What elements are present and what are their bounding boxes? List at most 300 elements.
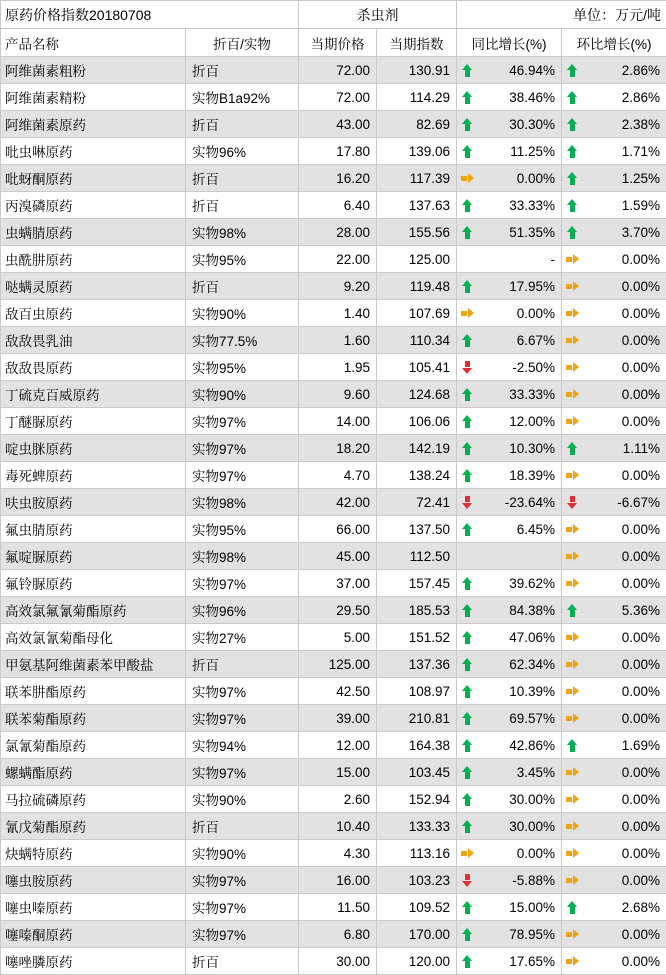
- cell-product-name: 氯氰菊酯原药: [1, 732, 186, 759]
- arrow-up-icon: [462, 388, 473, 401]
- yoy-value: 18.39%: [477, 468, 555, 483]
- yoy-value: 11.25%: [477, 144, 555, 159]
- cell-current-index: 133.33: [377, 813, 457, 840]
- column-header-yoy-growth: 同比增长(%): [457, 29, 562, 57]
- yoy-value: 0.00%: [477, 171, 555, 186]
- mom-value: 0.00%: [582, 333, 660, 348]
- arrow-up-icon: [462, 118, 473, 131]
- arrow-flat-icon: [461, 173, 474, 184]
- cell-current-price: 45.00: [299, 543, 377, 570]
- mom-value: 5.36%: [582, 603, 660, 618]
- arrow-flat-icon: [461, 308, 474, 319]
- cell-current-index: 139.06: [377, 138, 457, 165]
- cell-mom-growth: [562, 543, 666, 570]
- arrow-flat-icon: [566, 659, 579, 670]
- arrow-flat-icon: [566, 389, 579, 400]
- cell-basis: 实物98%: [186, 219, 299, 246]
- arrow-flat-icon: [566, 578, 579, 589]
- cell-current-price: 17.80: [299, 138, 377, 165]
- cell-product-name: 虫螨腈原药: [1, 219, 186, 246]
- cell-yoy-growth: [457, 894, 562, 921]
- cell-current-index: 114.29: [377, 84, 457, 111]
- cell-basis: 实物95%: [186, 516, 299, 543]
- table-row: [1, 651, 666, 678]
- mom-value: 2.86%: [582, 63, 660, 78]
- arrow-up-icon: [462, 442, 473, 455]
- cell-yoy-growth: [457, 867, 562, 894]
- arrow-flat-icon: [566, 281, 579, 292]
- cell-basis: 折百: [186, 273, 299, 300]
- table-row: [1, 462, 666, 489]
- arrow-none-icon: [462, 253, 473, 266]
- arrow-up-icon: [567, 442, 578, 455]
- arrow-up-icon: [462, 901, 473, 914]
- cell-current-price: 72.00: [299, 57, 377, 84]
- arrow-flat-icon: [461, 848, 474, 859]
- cell-basis: 折百: [186, 165, 299, 192]
- cell-mom-growth: [562, 489, 666, 516]
- mom-value: 0.00%: [582, 684, 660, 699]
- table-body: [1, 57, 666, 975]
- mom-value: 3.70%: [582, 225, 660, 240]
- cell-current-price: 16.20: [299, 165, 377, 192]
- table-row: [1, 948, 666, 975]
- cell-yoy-growth: [457, 435, 562, 462]
- cell-mom-growth: [562, 867, 666, 894]
- yoy-value: 47.06%: [477, 630, 555, 645]
- table-row: [1, 516, 666, 543]
- table-row: [1, 597, 666, 624]
- cell-mom-growth: [562, 462, 666, 489]
- arrow-flat-icon: [566, 524, 579, 535]
- mom-value: 0.00%: [582, 630, 660, 645]
- cell-product-name: 氟啶脲原药: [1, 543, 186, 570]
- cell-product-name: 毒死蜱原药: [1, 462, 186, 489]
- cell-yoy-growth: [457, 570, 562, 597]
- mom-value: 1.59%: [582, 198, 660, 213]
- cell-yoy-growth: [457, 732, 562, 759]
- cell-yoy-growth: [457, 759, 562, 786]
- cell-current-index: 124.68: [377, 381, 457, 408]
- cell-mom-growth: [562, 165, 666, 192]
- table-row: [1, 624, 666, 651]
- cell-current-index: 120.00: [377, 948, 457, 975]
- cell-basis: 实物98%: [186, 543, 299, 570]
- table-header-row: [1, 29, 666, 57]
- cell-basis: 实物95%: [186, 354, 299, 381]
- yoy-value: 78.95%: [477, 927, 555, 942]
- arrow-none-icon: [462, 550, 473, 563]
- cell-current-index: 112.50: [377, 543, 457, 570]
- arrow-up-icon: [462, 280, 473, 293]
- column-header-current-index: 当期指数: [377, 29, 457, 57]
- table-row: [1, 300, 666, 327]
- yoy-value: 30.00%: [477, 819, 555, 834]
- cell-mom-growth: [562, 813, 666, 840]
- arrow-up-icon: [462, 91, 473, 104]
- mom-value: 0.00%: [582, 819, 660, 834]
- cell-yoy-growth: [457, 921, 562, 948]
- cell-basis: 实物90%: [186, 840, 299, 867]
- cell-yoy-growth: [457, 516, 562, 543]
- yoy-value: 3.45%: [477, 765, 555, 780]
- cell-mom-growth: [562, 624, 666, 651]
- cell-current-index: 137.63: [377, 192, 457, 219]
- table-row: [1, 219, 666, 246]
- cell-basis: 折百: [186, 111, 299, 138]
- arrow-flat-icon: [566, 335, 579, 346]
- cell-current-price: 30.00: [299, 948, 377, 975]
- cell-current-index: 137.50: [377, 516, 457, 543]
- arrow-flat-icon: [566, 254, 579, 265]
- mom-value: 0.00%: [582, 414, 660, 429]
- mom-value: 0.00%: [582, 765, 660, 780]
- cell-mom-growth: [562, 948, 666, 975]
- yoy-value: 17.95%: [477, 279, 555, 294]
- cell-basis: 实物B1a92%: [186, 84, 299, 111]
- cell-yoy-growth: [457, 813, 562, 840]
- yoy-value: 46.94%: [477, 63, 555, 78]
- cell-current-price: 9.20: [299, 273, 377, 300]
- cell-current-index: 107.69: [377, 300, 457, 327]
- mom-value: 2.86%: [582, 90, 660, 105]
- cell-product-name: 噻唑膦原药: [1, 948, 186, 975]
- sheet-unit: 单位：万元/吨: [457, 1, 666, 29]
- cell-yoy-growth: [457, 354, 562, 381]
- arrow-up-icon: [462, 739, 473, 752]
- table-row: [1, 867, 666, 894]
- arrow-up-icon: [462, 766, 473, 779]
- mom-value: 0.00%: [582, 549, 660, 564]
- yoy-value: -: [477, 252, 555, 267]
- arrow-down-icon: [567, 496, 578, 509]
- cell-basis: 实物97%: [186, 408, 299, 435]
- cell-current-index: 138.24: [377, 462, 457, 489]
- cell-yoy-growth: [457, 165, 562, 192]
- cell-yoy-growth: [457, 111, 562, 138]
- yoy-value: 84.38%: [477, 603, 555, 618]
- cell-basis: 折百: [186, 57, 299, 84]
- cell-basis: 实物94%: [186, 732, 299, 759]
- mom-value: 0.00%: [582, 873, 660, 888]
- column-header-basis: 折百/实物: [186, 29, 299, 57]
- yoy-value: 51.35%: [477, 225, 555, 240]
- cell-product-name: 高效氯氟氰菊酯原药: [1, 597, 186, 624]
- arrow-up-icon: [567, 145, 578, 158]
- cell-mom-growth: [562, 570, 666, 597]
- sheet-category: 杀虫剂: [299, 1, 457, 29]
- yoy-value: 6.45%: [477, 522, 555, 537]
- cell-current-index: 117.39: [377, 165, 457, 192]
- arrow-up-icon: [462, 955, 473, 968]
- arrow-flat-icon: [566, 848, 579, 859]
- mom-value: 0.00%: [582, 927, 660, 942]
- table-row: [1, 489, 666, 516]
- cell-current-index: 82.69: [377, 111, 457, 138]
- column-header-mom-growth: 环比增长(%): [562, 29, 666, 57]
- arrow-up-icon: [567, 226, 578, 239]
- cell-product-name: 敌敌畏原药: [1, 354, 186, 381]
- table-row: [1, 354, 666, 381]
- table-row: [1, 327, 666, 354]
- table-row: [1, 786, 666, 813]
- cell-current-price: 37.00: [299, 570, 377, 597]
- cell-product-name: 噻嗪酮原药: [1, 921, 186, 948]
- cell-mom-growth: [562, 840, 666, 867]
- table-row: [1, 840, 666, 867]
- table-row: [1, 813, 666, 840]
- table-row: [1, 435, 666, 462]
- mom-value: 1.25%: [582, 171, 660, 186]
- cell-current-price: 9.60: [299, 381, 377, 408]
- yoy-value: 12.00%: [477, 414, 555, 429]
- arrow-up-icon: [567, 604, 578, 617]
- cell-basis: 实物27%: [186, 624, 299, 651]
- cell-current-price: 43.00: [299, 111, 377, 138]
- cell-yoy-growth: [457, 138, 562, 165]
- arrow-up-icon: [567, 118, 578, 131]
- cell-current-index: 113.16: [377, 840, 457, 867]
- cell-mom-growth: [562, 354, 666, 381]
- arrow-up-icon: [462, 64, 473, 77]
- arrow-up-icon: [567, 91, 578, 104]
- yoy-value: 30.00%: [477, 792, 555, 807]
- arrow-up-icon: [462, 523, 473, 536]
- arrow-up-icon: [462, 334, 473, 347]
- cell-yoy-growth: [457, 651, 562, 678]
- cell-yoy-growth: [457, 273, 562, 300]
- cell-mom-growth: [562, 57, 666, 84]
- table-row: [1, 246, 666, 273]
- cell-yoy-growth: [457, 408, 562, 435]
- yoy-value: 15.00%: [477, 900, 555, 915]
- cell-yoy-growth: [457, 84, 562, 111]
- cell-yoy-growth: [457, 246, 562, 273]
- arrow-up-icon: [462, 415, 473, 428]
- mom-value: 0.00%: [582, 387, 660, 402]
- cell-basis: 实物97%: [186, 462, 299, 489]
- arrow-up-icon: [462, 712, 473, 725]
- column-header-product-name: 产品名称: [1, 29, 186, 57]
- cell-product-name: 噻虫嗪原药: [1, 894, 186, 921]
- cell-mom-growth: [562, 84, 666, 111]
- mom-value: 0.00%: [582, 954, 660, 969]
- column-header-current-price: 当期价格: [299, 29, 377, 57]
- cell-mom-growth: [562, 597, 666, 624]
- arrow-flat-icon: [566, 794, 579, 805]
- cell-product-name: 高效氯氰菊酯母化: [1, 624, 186, 651]
- table-row: [1, 192, 666, 219]
- cell-mom-growth: [562, 678, 666, 705]
- arrow-up-icon: [462, 631, 473, 644]
- mom-value: 0.00%: [582, 279, 660, 294]
- cell-mom-growth: [562, 138, 666, 165]
- cell-yoy-growth: [457, 840, 562, 867]
- cell-product-name: 呋虫胺原药: [1, 489, 186, 516]
- table-row: [1, 759, 666, 786]
- cell-current-price: 16.00: [299, 867, 377, 894]
- cell-current-index: 170.00: [377, 921, 457, 948]
- arrow-up-icon: [567, 199, 578, 212]
- table-row: [1, 408, 666, 435]
- cell-current-price: 18.20: [299, 435, 377, 462]
- cell-product-name: 啶虫脒原药: [1, 435, 186, 462]
- arrow-flat-icon: [566, 956, 579, 967]
- cell-product-name: 丁硫克百威原药: [1, 381, 186, 408]
- cell-mom-growth: [562, 327, 666, 354]
- mom-value: 0.00%: [582, 846, 660, 861]
- mom-value: 2.38%: [582, 117, 660, 132]
- arrow-up-icon: [462, 226, 473, 239]
- cell-product-name: 噻虫胺原药: [1, 867, 186, 894]
- cell-basis: 折百: [186, 813, 299, 840]
- cell-current-index: 151.52: [377, 624, 457, 651]
- cell-product-name: 吡蚜酮原药: [1, 165, 186, 192]
- table-row: [1, 381, 666, 408]
- yoy-value: 69.57%: [477, 711, 555, 726]
- cell-current-price: 1.60: [299, 327, 377, 354]
- cell-yoy-growth: [457, 678, 562, 705]
- cell-current-index: 164.38: [377, 732, 457, 759]
- yoy-value: 10.39%: [477, 684, 555, 699]
- cell-current-index: 142.19: [377, 435, 457, 462]
- cell-current-price: 10.40: [299, 813, 377, 840]
- mom-value: 0.00%: [582, 360, 660, 375]
- arrow-up-icon: [462, 469, 473, 482]
- arrow-down-icon: [462, 874, 473, 887]
- table-row: [1, 543, 666, 570]
- cell-current-price: 6.40: [299, 192, 377, 219]
- cell-basis: 折百: [186, 948, 299, 975]
- cell-current-index: 210.81: [377, 705, 457, 732]
- cell-mom-growth: [562, 408, 666, 435]
- arrow-up-icon: [462, 685, 473, 698]
- cell-mom-growth: [562, 894, 666, 921]
- cell-current-price: 1.95: [299, 354, 377, 381]
- cell-current-index: 72.41: [377, 489, 457, 516]
- cell-product-name: 敌敌畏乳油: [1, 327, 186, 354]
- cell-current-index: 137.36: [377, 651, 457, 678]
- cell-product-name: 阿维菌素精粉: [1, 84, 186, 111]
- cell-current-index: 185.53: [377, 597, 457, 624]
- arrow-flat-icon: [566, 551, 579, 562]
- arrow-down-icon: [462, 361, 473, 374]
- arrow-up-icon: [567, 739, 578, 752]
- cell-yoy-growth: [457, 597, 562, 624]
- arrow-up-icon: [567, 901, 578, 914]
- cell-current-index: 119.48: [377, 273, 457, 300]
- cell-basis: 实物98%: [186, 489, 299, 516]
- cell-yoy-growth: [457, 543, 562, 570]
- cell-mom-growth: [562, 705, 666, 732]
- arrow-flat-icon: [566, 713, 579, 724]
- arrow-up-icon: [462, 928, 473, 941]
- cell-basis: 实物97%: [186, 921, 299, 948]
- yoy-value: 10.30%: [477, 441, 555, 456]
- mom-value: 0.00%: [582, 576, 660, 591]
- arrow-flat-icon: [566, 308, 579, 319]
- mom-value: 0.00%: [582, 657, 660, 672]
- arrow-flat-icon: [566, 875, 579, 886]
- cell-yoy-growth: [457, 489, 562, 516]
- table-row: [1, 894, 666, 921]
- cell-current-price: 29.50: [299, 597, 377, 624]
- yoy-value: -23.64%: [477, 495, 555, 510]
- cell-product-name: 马拉硫磷原药: [1, 786, 186, 813]
- arrow-up-icon: [462, 145, 473, 158]
- cell-current-price: 4.70: [299, 462, 377, 489]
- cell-current-price: 42.00: [299, 489, 377, 516]
- cell-current-price: 39.00: [299, 705, 377, 732]
- mom-value: 1.11%: [582, 441, 660, 456]
- arrow-flat-icon: [566, 767, 579, 778]
- yoy-value: 30.30%: [477, 117, 555, 132]
- table-row: [1, 570, 666, 597]
- yoy-value: 33.33%: [477, 387, 555, 402]
- cell-yoy-growth: [457, 948, 562, 975]
- cell-current-price: 2.60: [299, 786, 377, 813]
- cell-mom-growth: [562, 381, 666, 408]
- yoy-value: 0.00%: [477, 846, 555, 861]
- cell-current-price: 5.00: [299, 624, 377, 651]
- cell-basis: 折百: [186, 192, 299, 219]
- table-row: [1, 705, 666, 732]
- cell-mom-growth: [562, 192, 666, 219]
- cell-product-name: 氰戊菊酯原药: [1, 813, 186, 840]
- yoy-value: 62.34%: [477, 657, 555, 672]
- cell-current-index: 155.56: [377, 219, 457, 246]
- yoy-value: 38.46%: [477, 90, 555, 105]
- table-row: [1, 84, 666, 111]
- table-row: [1, 138, 666, 165]
- cell-product-name: 虫酰肼原药: [1, 246, 186, 273]
- arrow-flat-icon: [566, 416, 579, 427]
- cell-yoy-growth: [457, 300, 562, 327]
- arrow-up-icon: [462, 604, 473, 617]
- cell-basis: 实物90%: [186, 381, 299, 408]
- cell-current-index: 157.45: [377, 570, 457, 597]
- yoy-value: 6.67%: [477, 333, 555, 348]
- cell-basis: 实物97%: [186, 435, 299, 462]
- cell-yoy-growth: [457, 219, 562, 246]
- cell-product-name: 联苯菊酯原药: [1, 705, 186, 732]
- arrow-up-icon: [462, 793, 473, 806]
- yoy-value: 42.86%: [477, 738, 555, 753]
- sheet-title-row: [1, 1, 666, 29]
- cell-current-index: 109.52: [377, 894, 457, 921]
- cell-basis: 实物96%: [186, 597, 299, 624]
- cell-mom-growth: [562, 300, 666, 327]
- cell-product-name: 丙溴磷原药: [1, 192, 186, 219]
- cell-mom-growth: [562, 435, 666, 462]
- cell-mom-growth: [562, 759, 666, 786]
- table-row: [1, 57, 666, 84]
- cell-mom-growth: [562, 732, 666, 759]
- cell-current-price: 28.00: [299, 219, 377, 246]
- sheet-title: 原药价格指数20180708: [1, 1, 299, 29]
- cell-basis: 实物97%: [186, 867, 299, 894]
- cell-current-price: 125.00: [299, 651, 377, 678]
- yoy-value: -2.50%: [477, 360, 555, 375]
- cell-basis: 实物77.5%: [186, 327, 299, 354]
- arrow-up-icon: [567, 172, 578, 185]
- cell-product-name: 氟虫腈原药: [1, 516, 186, 543]
- mom-value: 2.68%: [582, 900, 660, 915]
- mom-value: 0.00%: [582, 306, 660, 321]
- cell-basis: 实物97%: [186, 678, 299, 705]
- cell-current-price: 1.40: [299, 300, 377, 327]
- cell-current-price: 12.00: [299, 732, 377, 759]
